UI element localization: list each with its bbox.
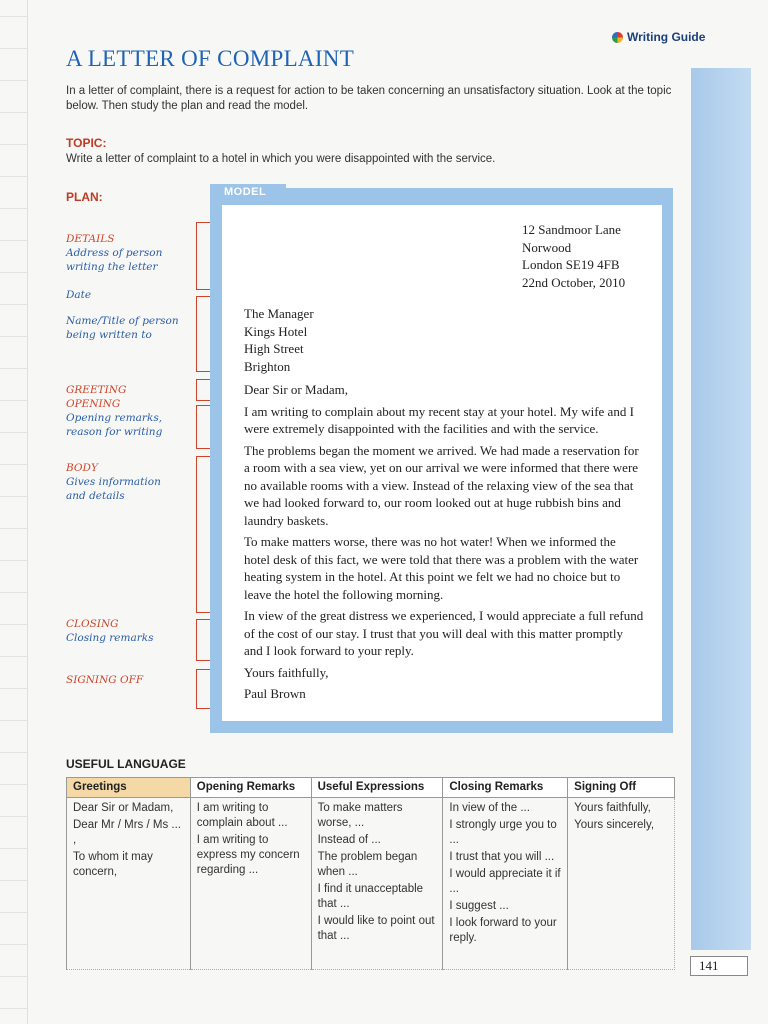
useful-language-title: USEFUL LANGUAGE [66,757,186,771]
list-item: I am writing to express my concern regarding ... [196,834,300,876]
cell-closing-remarks [443,798,568,970]
writing-guide-label: Writing Guide [627,30,706,44]
header-opening-remarks: Opening Remarks [190,778,311,798]
globe-icon [612,32,623,43]
topic-label: TOPIC: [66,136,107,150]
sender-address [522,221,625,291]
letter-date: 22nd October, 2010 [522,274,626,290]
plan-closing-desc: Closing remarks [66,632,154,644]
bracket-details [196,222,210,290]
topic-text: Write a letter of complaint to a hotel in which you were disappointed with the service. [66,153,496,165]
intro-paragraph: In a letter of complaint, there is a request for action to be taken concerning an unsatisfactory situation. Look at the topic below. Then study the plan and read the model. [66,85,672,112]
address-line: Norwood [522,239,572,255]
header-useful-expressions: Useful Expressions [311,778,443,798]
letter-sign-off: Yours faithfully, [244,664,329,680]
plan-greeting-opening [66,383,162,439]
page-title: A LETTER OF COMPLAINT [66,46,355,71]
recipient-line: High Street [244,341,304,356]
list-item: I would appreciate it if ... [449,868,561,895]
plan-opening-desc-1: Opening remarks, [66,412,163,424]
plan-date [66,288,91,302]
list-item: To make matters worse, ... [317,802,403,829]
list-item: The problem began when ... [317,851,418,878]
plan-body-desc-2: and details [66,490,125,502]
cell-greetings [67,798,191,970]
plan-label: PLAN: [66,190,103,204]
list-item: Dear Mr / Mrs / Ms ... , [73,819,181,846]
plan-opening: OPENING [66,398,121,410]
letter-signature: Paul Brown [244,686,306,701]
bracket-greeting [196,379,210,401]
address-line: 12 Sandmoor Lane [522,222,621,237]
list-item: I find it unacceptable that ... [317,883,424,910]
address-line: London SE19 4FB [522,257,620,272]
plan-name-title [66,314,179,342]
cell-opening-remarks [190,798,311,970]
plan-signing-off-heading: SIGNING OFF [66,674,144,686]
letter-greeting: Dear Sir or Madam, [244,382,348,397]
letter-body-paragraph-2: To make matters worse, there was no hot water! When we informed the hotel desk of this fact, we were told that there was a problem with the water heating system in the hotel. At this point we felt we had no choice but to leave the hotel the following morning. [244,534,639,602]
list-item: Yours faithfully, [574,802,651,814]
plan-body-heading: BODY [66,462,98,474]
list-item: Yours sincerely, [574,819,655,831]
plan-details [66,232,162,274]
plan-signing-off [66,673,143,687]
bracket-opening [196,405,210,449]
plan-name-title-2: being written to [66,329,152,341]
plan-opening-desc-2: reason for writing [66,426,163,438]
cell-signing-off [568,798,675,970]
plan-closing-heading: CLOSING [66,618,119,630]
plan-greeting: GREETING [66,384,127,396]
list-item: Dear Sir or Madam, [73,802,174,814]
list-item: I trust that you will ... [449,851,555,863]
header-closing-remarks: Closing Remarks [443,778,568,798]
plan-date-label: Date [66,289,92,301]
recipient-address [244,305,314,375]
plan-name-title-1: Name/Title of person [66,315,179,327]
list-item: Instead of ... [317,834,381,846]
table-header-row [67,778,675,798]
useful-language-table [66,777,675,970]
plan-details-heading: DETAILS [66,233,115,245]
bracket-recipient [196,296,210,372]
header-signing-off: Signing Off [568,778,675,798]
side-color-strip [691,68,751,950]
header-greetings: Greetings [67,778,191,798]
plan-details-desc-1: Address of person [66,247,163,259]
recipient-line: Brighton [244,358,291,374]
writing-guide-tag [612,30,705,44]
page-number: 141 [690,956,748,976]
letter-body [244,381,644,707]
list-item: In view of the ... [449,802,530,814]
list-item: To whom it may concern, [73,851,153,878]
cell-useful-expressions [311,798,443,970]
bracket-signing-off [196,669,210,709]
letter-body-paragraph-1: The problems began the moment we arrived. We had made a reservation for a room with a sea view, yet on our arrival we were informed that there were no available rooms with a view. Instead of the relaxing view of the sea that we had looked forward to, our room looked out at huge rubbish bins and laundry baskets. [244,442,639,528]
plan-body [66,461,161,503]
letter-closing: In view of the great distress we experienced, I would appreciate a full refund of the cost of our stay. I trust that you will deal with this matter promptly and I look forward to your reply. [244,608,644,658]
list-item: I suggest ... [449,900,509,912]
list-item: I strongly urge you to ... [449,819,557,846]
recipient-line: Kings Hotel [244,323,308,339]
list-item: I would like to point out that ... [317,915,435,942]
plan-closing [66,617,154,645]
binder-holes [0,0,28,1024]
plan-body-desc-1: Gives information [66,476,161,488]
recipient-line: The Manager [244,306,314,321]
bracket-body [196,456,210,613]
bracket-closing [196,619,210,661]
model-letter [222,205,662,721]
table-row [67,798,675,970]
letter-opening: I am writing to complain about my recent stay at your hotel. My wife and I were extremely disappointed with the facilities and with the service. [244,403,634,436]
list-item: I look forward to your reply. [449,917,557,944]
plan-details-desc-2: writing the letter [66,261,158,273]
list-item: I am writing to complain about ... [196,802,288,829]
model-tab: MODEL [210,184,286,202]
